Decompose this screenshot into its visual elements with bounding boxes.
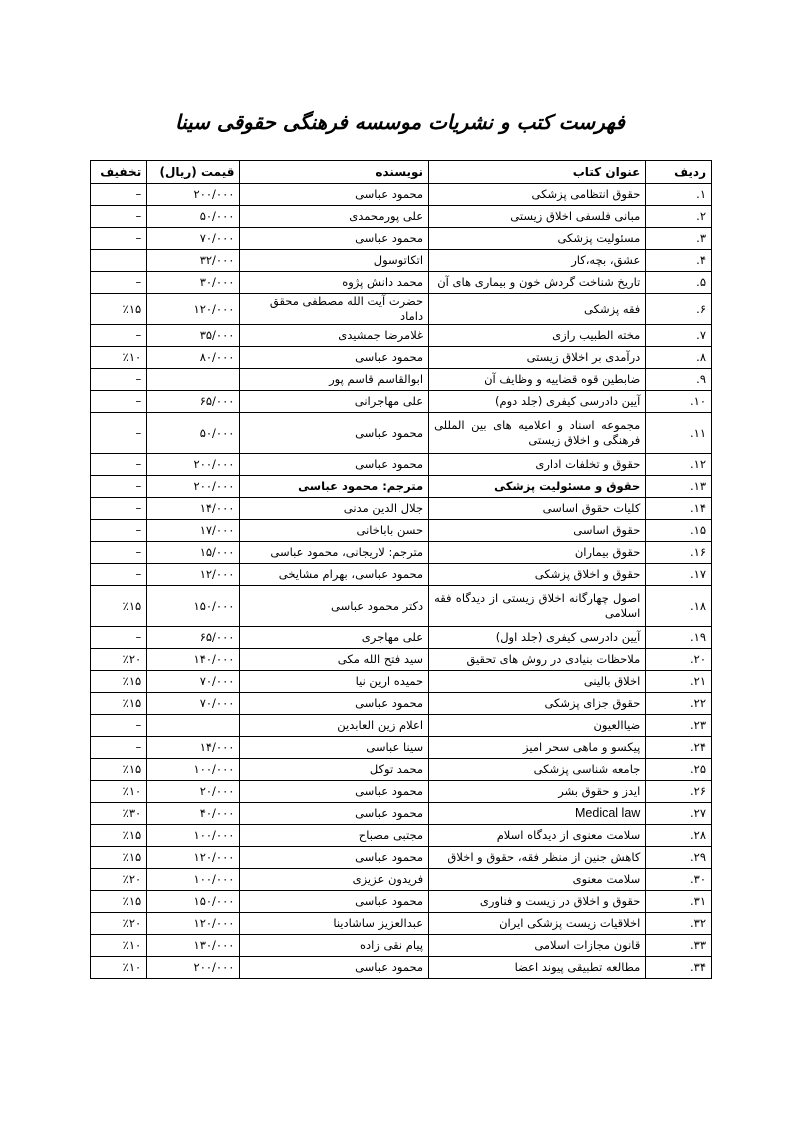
table-row: [91, 520, 712, 542]
page-title: فهرست کتب و نشریات موسسه فرهنگی حقوقی سینا: [175, 110, 625, 134]
book-price: ۲۰۰/۰۰۰: [147, 184, 240, 206]
table-row: [91, 586, 712, 627]
book-discount: –: [91, 715, 147, 737]
book-title: حقوق جزای پزشکی: [429, 693, 646, 715]
table-header-row: [91, 161, 712, 184]
col-header-price: قیمت (ریال): [147, 161, 240, 184]
book-discount: –: [91, 369, 147, 391]
table-row: [91, 737, 712, 759]
table-row: [91, 542, 712, 564]
book-price: ۱۵۰/۰۰۰: [147, 891, 240, 913]
row-number: ۳.: [646, 228, 712, 250]
book-author: محمود عباسی: [240, 184, 429, 206]
book-discount: ٪۱۵: [91, 825, 147, 847]
table-row: [91, 413, 712, 454]
table-row: [91, 476, 712, 498]
book-author: مترجم: محمود عباسی: [240, 476, 429, 498]
book-title: عشق، بچه،کار: [429, 250, 646, 272]
book-author: محمود عباسی: [240, 781, 429, 803]
book-author: اتکاتوسول: [240, 250, 429, 272]
row-number: ۹.: [646, 369, 712, 391]
row-number: ۲۳.: [646, 715, 712, 737]
row-number: ۱.: [646, 184, 712, 206]
book-title: حقوق بیماران: [429, 542, 646, 564]
col-header-author: نویسنده: [240, 161, 429, 184]
book-title: حقوق و اخلاق در زیست و فناوری: [429, 891, 646, 913]
book-author: محمود عباسی: [240, 803, 429, 825]
row-number: ۱۸.: [646, 586, 712, 627]
table-row: [91, 759, 712, 781]
book-author: علی مهاجرانی: [240, 391, 429, 413]
book-title: سلامت معنوی از دیدگاه اسلام: [429, 825, 646, 847]
table-row: [91, 913, 712, 935]
book-author: جلال الدین مدنی: [240, 498, 429, 520]
book-price: ۱۰۰/۰۰۰: [147, 759, 240, 781]
table-row: [91, 671, 712, 693]
row-number: ۲۸.: [646, 825, 712, 847]
row-number: ۲۱.: [646, 671, 712, 693]
row-number: ۲۴.: [646, 737, 712, 759]
book-discount: –: [91, 476, 147, 498]
book-price: ۲۰۰/۰۰۰: [147, 454, 240, 476]
row-number: ۲۰.: [646, 649, 712, 671]
book-price: ۶۵/۰۰۰: [147, 391, 240, 413]
book-price: ۴۰/۰۰۰: [147, 803, 240, 825]
row-number: ۱۵.: [646, 520, 712, 542]
row-number: ۴.: [646, 250, 712, 272]
book-discount: ٪۱۰: [91, 781, 147, 803]
book-discount: ٪۱۵: [91, 847, 147, 869]
row-number: ۱۰.: [646, 391, 712, 413]
book-title: مخته الطبیب رازی: [429, 325, 646, 347]
book-discount: –: [91, 413, 147, 454]
book-title: ضابطین قوه قضاییه و وظایف آن: [429, 369, 646, 391]
book-discount: [91, 250, 147, 272]
col-header-row-number: ردیف: [646, 161, 712, 184]
book-discount: –: [91, 184, 147, 206]
table-row: [91, 869, 712, 891]
book-title: کلیات حقوق اساسی: [429, 498, 646, 520]
book-discount: –: [91, 228, 147, 250]
book-price: ۱۵۰/۰۰۰: [147, 586, 240, 627]
book-title: مبانی فلسفی اخلاق زیستی: [429, 206, 646, 228]
book-price: [147, 369, 240, 391]
book-discount: –: [91, 272, 147, 294]
table-row: [91, 803, 712, 825]
row-number: ۱۷.: [646, 564, 712, 586]
book-author: فریدون عزیزی: [240, 869, 429, 891]
book-title: سلامت معنوی: [429, 869, 646, 891]
book-title: قانون مجازات اسلامی: [429, 935, 646, 957]
book-price: ۲۰۰/۰۰۰: [147, 957, 240, 979]
book-price: ۱۴/۰۰۰: [147, 498, 240, 520]
book-discount: ٪۱۰: [91, 957, 147, 979]
book-discount: –: [91, 454, 147, 476]
book-discount: ٪۱۵: [91, 891, 147, 913]
row-number: ۱۶.: [646, 542, 712, 564]
book-price: ۱۲۰/۰۰۰: [147, 294, 240, 325]
book-discount: –: [91, 542, 147, 564]
book-price: ۳۵/۰۰۰: [147, 325, 240, 347]
book-author: حمیده ارین نیا: [240, 671, 429, 693]
book-author: سینا عباسی: [240, 737, 429, 759]
table-row: [91, 228, 712, 250]
book-price: ۲۰۰/۰۰۰: [147, 476, 240, 498]
book-author: مجتبی مصباح: [240, 825, 429, 847]
table-row: [91, 454, 712, 476]
book-discount: ٪۱۵: [91, 586, 147, 627]
book-author: علی مهاجری: [240, 627, 429, 649]
book-discount: –: [91, 391, 147, 413]
row-number: ۲۵.: [646, 759, 712, 781]
book-title: ضیاالعیون: [429, 715, 646, 737]
col-header-title: عنوان کتاب: [429, 161, 646, 184]
book-author: سید فتح الله مکی: [240, 649, 429, 671]
book-price: ۱۴/۰۰۰: [147, 737, 240, 759]
book-discount: ٪۱۵: [91, 759, 147, 781]
book-price: ۸۰/۰۰۰: [147, 347, 240, 369]
book-author: محمود عباسی، بهرام مشایخی: [240, 564, 429, 586]
book-price: ۱۲۰/۰۰۰: [147, 913, 240, 935]
book-discount: –: [91, 498, 147, 520]
book-price: ۱۲۰/۰۰۰: [147, 847, 240, 869]
books-table: [90, 160, 712, 979]
row-number: ۳۳.: [646, 935, 712, 957]
book-price: ۵۰/۰۰۰: [147, 413, 240, 454]
table-row: [91, 693, 712, 715]
book-discount: –: [91, 627, 147, 649]
book-author: دکتر محمود عباسی: [240, 586, 429, 627]
book-title: آیین دادرسی کیفری (جلد اول): [429, 627, 646, 649]
table-row: [91, 347, 712, 369]
table-row: [91, 627, 712, 649]
book-discount: ٪۳۰: [91, 803, 147, 825]
table-row: [91, 498, 712, 520]
book-title: حقوق اساسی: [429, 520, 646, 542]
row-number: ۶.: [646, 294, 712, 325]
book-author: محمود عباسی: [240, 454, 429, 476]
row-number: ۱۱.: [646, 413, 712, 454]
book-author: محمد توکل: [240, 759, 429, 781]
book-price: ۷۰/۰۰۰: [147, 671, 240, 693]
table-row: [91, 369, 712, 391]
book-title: اخلاقیات زیست پزشکی ایران: [429, 913, 646, 935]
book-discount: –: [91, 564, 147, 586]
book-author: محمود عباسی: [240, 413, 429, 454]
book-title: مطالعه تطبیقی پیوند اعضا: [429, 957, 646, 979]
book-title: پیکسو و ماهی سحر امیز: [429, 737, 646, 759]
book-price: ۱۴۰/۰۰۰: [147, 649, 240, 671]
table-row: [91, 391, 712, 413]
book-author: مترجم: لاریجانی، محمود عباسی: [240, 542, 429, 564]
book-title: حقوق انتظامی پزشکی: [429, 184, 646, 206]
col-header-discount: تخفیف: [91, 161, 147, 184]
row-number: ۲۲.: [646, 693, 712, 715]
book-author: محمود عباسی: [240, 891, 429, 913]
table-row: [91, 184, 712, 206]
book-price: ۶۵/۰۰۰: [147, 627, 240, 649]
table-row: [91, 957, 712, 979]
book-price: ۲۰/۰۰۰: [147, 781, 240, 803]
book-author: حضرت آیت الله مصطفی محقق داماد: [240, 294, 429, 325]
book-title: ایدز و حقوق بشر: [429, 781, 646, 803]
table-row: [91, 272, 712, 294]
table-row: [91, 564, 712, 586]
row-number: ۲۷.: [646, 803, 712, 825]
book-price: ۷۰/۰۰۰: [147, 228, 240, 250]
row-number: ۳۲.: [646, 913, 712, 935]
book-title: حقوق و تخلفات اداری: [429, 454, 646, 476]
book-author: محمود عباسی: [240, 347, 429, 369]
book-discount: ٪۲۰: [91, 649, 147, 671]
book-author: حسن باباخانی: [240, 520, 429, 542]
book-price: ۵۰/۰۰۰: [147, 206, 240, 228]
table-row: [91, 781, 712, 803]
book-author: عبدالعزیز ساشادینا: [240, 913, 429, 935]
book-price: [147, 715, 240, 737]
book-title: حقوق و مسئولیت پزشکی: [429, 476, 646, 498]
row-number: ۱۳.: [646, 476, 712, 498]
table-row: [91, 847, 712, 869]
book-title: فقه پزشکی: [429, 294, 646, 325]
book-discount: ٪۲۰: [91, 913, 147, 935]
row-number: ۳۱.: [646, 891, 712, 913]
book-author: علی پورمحمدی: [240, 206, 429, 228]
table-row: [91, 325, 712, 347]
book-price: ۷۰/۰۰۰: [147, 693, 240, 715]
book-author: ابوالقاسم قاسم پور: [240, 369, 429, 391]
book-discount: –: [91, 520, 147, 542]
book-price: ۱۰۰/۰۰۰: [147, 869, 240, 891]
book-discount: ٪۲۰: [91, 869, 147, 891]
book-discount: ٪۱۵: [91, 671, 147, 693]
table-row: [91, 825, 712, 847]
book-title: آیین دادرسی کیفری (جلد دوم): [429, 391, 646, 413]
table-row: [91, 649, 712, 671]
book-discount: ٪۱۰: [91, 935, 147, 957]
book-title: اصول چهارگانه اخلاق زیستی از دیدگاه فقه اسلامی: [429, 586, 646, 627]
book-author: اعلام زین العابدین: [240, 715, 429, 737]
book-title: مجموعه اسناد و اعلامیه های بین المللی فرهنگی و اخلاق زیستی: [429, 413, 646, 454]
row-number: ۱۹.: [646, 627, 712, 649]
table-row: [91, 250, 712, 272]
book-price: ۳۰/۰۰۰: [147, 272, 240, 294]
book-title: Medical law: [429, 803, 646, 825]
book-price: ۳۲/۰۰۰: [147, 250, 240, 272]
row-number: ۵.: [646, 272, 712, 294]
row-number: ۸.: [646, 347, 712, 369]
book-discount: –: [91, 325, 147, 347]
book-title: ملاحظات بنیادی در روش های تحقیق: [429, 649, 646, 671]
book-author: محمود عباسی: [240, 847, 429, 869]
book-discount: –: [91, 206, 147, 228]
table-row: [91, 715, 712, 737]
row-number: ۳۰.: [646, 869, 712, 891]
book-price: ۱۲/۰۰۰: [147, 564, 240, 586]
row-number: ۷.: [646, 325, 712, 347]
book-author: محمود عباسی: [240, 693, 429, 715]
book-price: ۱۵/۰۰۰: [147, 542, 240, 564]
book-author: محمد دانش پژوه: [240, 272, 429, 294]
table-row: [91, 935, 712, 957]
book-discount: ٪۱۵: [91, 693, 147, 715]
book-price: ۱۳۰/۰۰۰: [147, 935, 240, 957]
book-title: اخلاق بالینی: [429, 671, 646, 693]
table-row: [91, 206, 712, 228]
book-price: ۱۰۰/۰۰۰: [147, 825, 240, 847]
book-author: محمود عباسی: [240, 228, 429, 250]
book-title: کاهش جنین از منظر فقه، حقوق و اخلاق: [429, 847, 646, 869]
table-row: [91, 294, 712, 325]
row-number: ۲۶.: [646, 781, 712, 803]
row-number: ۱۲.: [646, 454, 712, 476]
book-author: محمود عباسی: [240, 957, 429, 979]
book-title: تاریخ شناخت گردش خون و بیماری های آن: [429, 272, 646, 294]
book-discount: ٪۱۵: [91, 294, 147, 325]
book-title: درآمدی بر اخلاق زیستی: [429, 347, 646, 369]
book-title: جامعه شناسی پزشکی: [429, 759, 646, 781]
book-price: ۱۷/۰۰۰: [147, 520, 240, 542]
book-author: غلامرضا جمشیدی: [240, 325, 429, 347]
book-discount: –: [91, 737, 147, 759]
row-number: ۲.: [646, 206, 712, 228]
row-number: ۱۴.: [646, 498, 712, 520]
table-row: [91, 891, 712, 913]
book-title: مسئولیت پزشکی: [429, 228, 646, 250]
row-number: ۲۹.: [646, 847, 712, 869]
book-title: حقوق و اخلاق پزشکی: [429, 564, 646, 586]
book-author: پیام نقی زاده: [240, 935, 429, 957]
row-number: ۳۴.: [646, 957, 712, 979]
book-discount: ٪۱۰: [91, 347, 147, 369]
